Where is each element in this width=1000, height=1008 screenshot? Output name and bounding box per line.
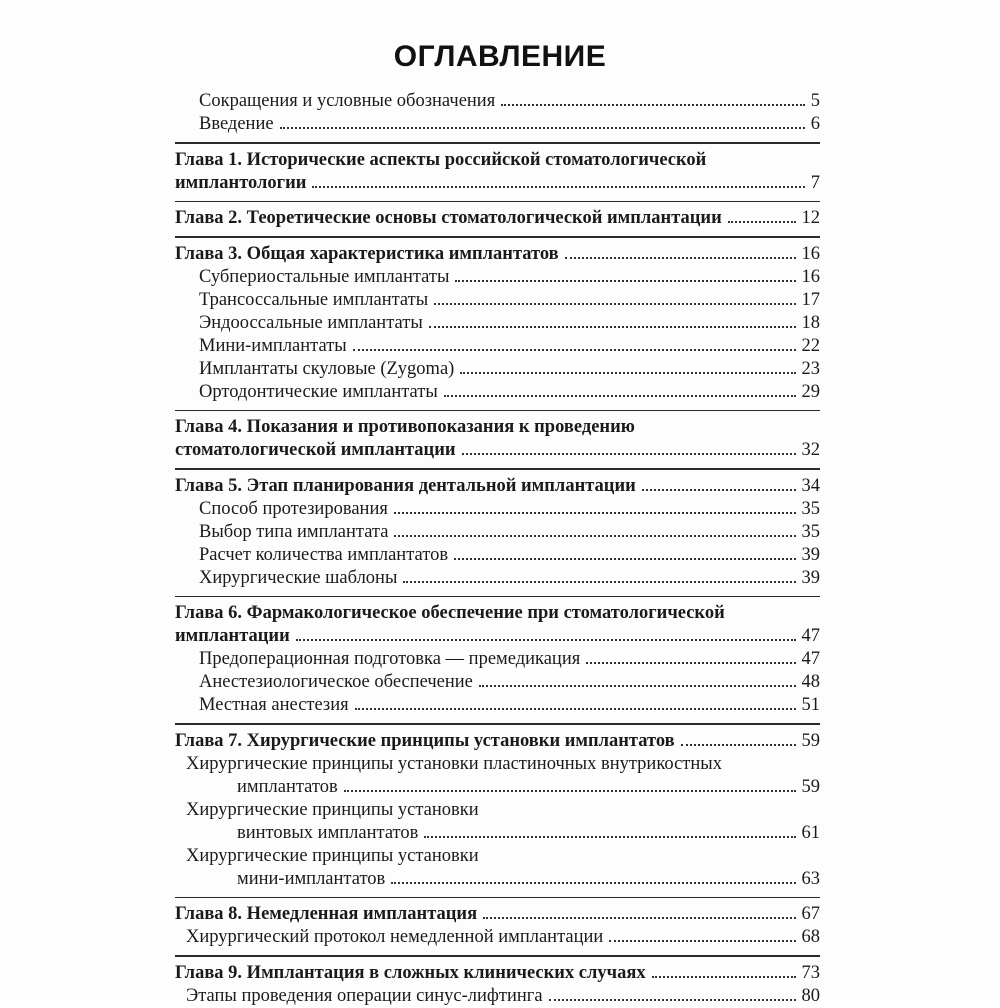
toc-subentry[interactable] xyxy=(175,671,820,694)
toc-subentry[interactable] xyxy=(175,335,820,358)
toc-subentry-line1[interactable]: Хирургические принципы установки пластиночных внутрикостных xyxy=(186,753,722,774)
toc-entry-label: имплантации xyxy=(175,626,290,646)
toc-entry-label: мини-имплантатов xyxy=(237,868,386,889)
dot-leader xyxy=(586,662,795,664)
toc-entry-label: Глава 2. Теоретические основы стоматологической имплантации xyxy=(175,208,722,228)
toc-page-number: 48 xyxy=(801,672,820,692)
toc-chapter-9[interactable] xyxy=(175,962,820,985)
toc-entry-label: имплантатов xyxy=(237,776,338,797)
dot-leader xyxy=(652,976,796,978)
toc-page-number: 73 xyxy=(801,962,820,983)
toc-subentry-line1[interactable]: Хирургические принципы установки xyxy=(186,799,479,820)
toc-entry-label: имплантологии xyxy=(175,172,307,193)
toc-subentry[interactable] xyxy=(175,868,820,891)
toc-subentry[interactable] xyxy=(175,985,820,1008)
dot-leader xyxy=(454,558,795,560)
dot-leader xyxy=(424,836,795,838)
toc-page-number: 32 xyxy=(801,440,820,460)
toc-page-number: 35 xyxy=(801,521,820,542)
toc-page-number: 35 xyxy=(801,498,820,519)
toc-page-number: 16 xyxy=(801,266,820,287)
toc-chapter-7[interactable] xyxy=(175,730,820,753)
toc-subentry[interactable] xyxy=(175,822,820,845)
toc-page-number: 39 xyxy=(801,544,820,565)
toc-entry-label: Субпериостальные имплантаты xyxy=(199,266,450,287)
dot-leader xyxy=(479,685,796,687)
toc-subentry[interactable] xyxy=(175,266,820,289)
toc-chapter-3[interactable] xyxy=(175,243,820,266)
toc-entry-label: Местная анестезия xyxy=(199,695,349,715)
dot-leader xyxy=(455,280,795,282)
toc-page-number: 47 xyxy=(801,649,820,669)
toc-entry-label: Глава 8. Немедленная имплантация xyxy=(175,904,478,924)
dot-leader xyxy=(483,917,795,919)
dot-leader xyxy=(444,395,796,397)
section-divider xyxy=(175,955,820,957)
toc-subentry[interactable] xyxy=(175,312,820,335)
toc-page-number: 61 xyxy=(801,822,820,843)
toc-chapter-6[interactable] xyxy=(175,625,820,648)
toc-page-number: 29 xyxy=(801,381,820,402)
section-divider xyxy=(175,236,820,238)
section-divider xyxy=(175,897,820,899)
toc-page-number: 12 xyxy=(801,208,820,228)
toc-subentry-line1[interactable]: Хирургические принципы установки xyxy=(186,845,479,866)
toc-entry-label: Мини-имплантаты xyxy=(199,335,347,356)
toc-chapter-1-line1[interactable]: Глава 1. Исторические аспекты российской стоматологической xyxy=(175,149,707,170)
toc-subentry[interactable] xyxy=(175,567,820,590)
toc-entry-label: Ортодонтические имплантаты xyxy=(199,381,438,402)
dot-leader xyxy=(394,535,795,537)
toc-entry-label: Имплантаты скуловые (Zygoma) xyxy=(199,358,455,379)
toc-page-number: 47 xyxy=(801,626,820,646)
toc-entry-label: Предоперационная подготовка — премедикация xyxy=(199,649,581,669)
toc-entry-label: Глава 3. Общая характеристика имплантатов xyxy=(175,243,559,264)
toc-entry-label: Эндооссальные имплантаты xyxy=(199,312,423,333)
toc-entry-label: Трансоссальные имплантаты xyxy=(199,289,429,310)
toc-page-number: 51 xyxy=(801,695,820,715)
page-title: ОГЛАВЛЕНИЕ xyxy=(393,40,607,73)
toc-entry-label: Введение xyxy=(199,114,274,134)
toc-entry-label: стоматологической имплантации xyxy=(175,440,456,460)
toc-subentry[interactable] xyxy=(175,498,820,521)
dot-leader xyxy=(460,372,795,374)
toc-entry-label: Хирургические шаблоны xyxy=(199,567,398,588)
toc-entry-label: Способ протезирования xyxy=(199,498,388,519)
dot-leader xyxy=(728,221,796,223)
dot-leader xyxy=(681,744,796,746)
toc-entry-label: Анестезиологическое обеспечение xyxy=(199,672,473,692)
toc-entry-label: Выбор типа имплантата xyxy=(199,521,389,542)
toc-entry[interactable] xyxy=(175,113,820,136)
toc-entry-label: Глава 7. Хирургические принципы установки имплантатов xyxy=(175,730,675,751)
dot-leader xyxy=(642,489,796,491)
toc-entry-label: Хирургический протокол немедленной имплантации xyxy=(186,927,604,947)
section-divider xyxy=(175,723,820,725)
toc-entry-label: Глава 9. Имплантация в сложных клинических случаях xyxy=(175,962,646,983)
toc-page-number: 7 xyxy=(810,172,820,193)
toc-page-number: 22 xyxy=(801,335,820,356)
toc-chapter-8[interactable] xyxy=(175,903,820,926)
dot-leader xyxy=(344,790,796,792)
toc-chapter-6-line1[interactable]: Глава 6. Фармакологическое обеспечение при стоматологической xyxy=(175,603,725,623)
dot-leader xyxy=(434,303,795,305)
toc-subentry[interactable] xyxy=(175,926,820,949)
toc-page-number: 6 xyxy=(810,114,820,134)
toc-page-number: 18 xyxy=(801,312,820,333)
dot-leader xyxy=(355,708,796,710)
toc-page-number: 68 xyxy=(801,927,820,947)
dot-leader xyxy=(353,349,796,351)
toc-page-number: 23 xyxy=(801,358,820,379)
toc-subentry[interactable] xyxy=(175,694,820,717)
toc-subentry[interactable] xyxy=(175,648,820,671)
toc-entry[interactable] xyxy=(175,90,820,113)
toc-chapter-5[interactable] xyxy=(175,475,820,498)
dot-leader xyxy=(462,453,796,455)
toc-page-number: 59 xyxy=(801,776,820,797)
toc-subentry[interactable] xyxy=(175,521,820,544)
dot-leader xyxy=(296,639,796,641)
dot-leader xyxy=(391,882,795,884)
toc-subentry[interactable] xyxy=(175,776,820,799)
toc-subentry[interactable] xyxy=(175,381,820,404)
toc-entry-label: Глава 5. Этап планирования дентальной имплантации xyxy=(175,475,636,496)
dot-leader xyxy=(609,940,795,942)
toc-page-number: 17 xyxy=(801,289,820,310)
toc-entry-label: винтовых имплантатов xyxy=(237,822,419,843)
section-divider xyxy=(175,142,820,144)
toc-page-number: 39 xyxy=(801,567,820,588)
toc-subentry[interactable] xyxy=(175,358,820,381)
table-of-contents xyxy=(175,90,820,1008)
section-divider xyxy=(175,201,820,203)
dot-leader xyxy=(403,581,795,583)
section-divider xyxy=(175,410,820,412)
toc-subentry[interactable] xyxy=(175,544,820,567)
dot-leader xyxy=(429,326,796,328)
toc-entry-label: Этапы проведения операции синус-лифтинга xyxy=(186,985,543,1006)
toc-subentry[interactable] xyxy=(175,289,820,312)
toc-page-number: 80 xyxy=(801,985,820,1006)
toc-entry-label: Расчет количества имплантатов xyxy=(199,544,449,565)
toc-page-number: 63 xyxy=(801,868,820,889)
toc-chapter-1[interactable] xyxy=(175,172,820,195)
dot-leader xyxy=(565,257,796,259)
section-divider xyxy=(175,468,820,470)
toc-page-number: 16 xyxy=(801,243,820,264)
section-divider xyxy=(175,596,820,598)
toc-page-number: 59 xyxy=(801,730,820,751)
toc-page-number: 5 xyxy=(810,91,820,111)
dot-leader xyxy=(394,512,796,514)
toc-page-number: 67 xyxy=(801,904,820,924)
dot-leader xyxy=(280,127,805,129)
toc-chapter-4[interactable] xyxy=(175,439,820,462)
toc-chapter-2[interactable] xyxy=(175,207,820,230)
toc-chapter-4-line1[interactable]: Глава 4. Показания и противопоказания к проведению xyxy=(175,417,635,437)
toc-entry-label: Сокращения и условные обозначения xyxy=(199,91,496,111)
toc-page-number: 34 xyxy=(801,475,820,496)
dot-leader xyxy=(312,186,804,188)
dot-leader xyxy=(501,104,805,106)
